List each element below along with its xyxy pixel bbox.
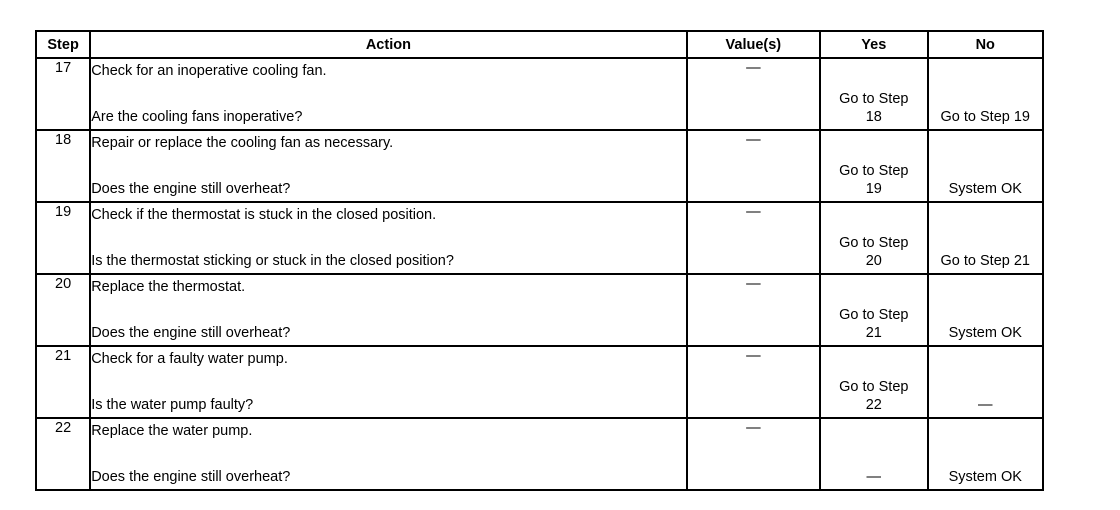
no-cell bbox=[928, 418, 1044, 490]
value-cell: — bbox=[687, 346, 821, 418]
yes-line-2: 22 bbox=[865, 397, 882, 413]
no-text: Go to Step 21 bbox=[940, 253, 1030, 269]
value-cell: — bbox=[687, 202, 821, 274]
action-question-text: Does the engine still overheat? bbox=[91, 469, 291, 485]
action-cell bbox=[90, 202, 686, 274]
action-check-text: Replace the water pump. bbox=[91, 423, 253, 439]
yes-line-1: Go to Step bbox=[839, 163, 909, 179]
action-cell bbox=[90, 58, 686, 130]
header-yes: Yes bbox=[820, 31, 927, 58]
action-cell bbox=[90, 130, 686, 202]
table-row bbox=[36, 58, 1043, 130]
value-cell: — bbox=[687, 130, 821, 202]
step-number: 22 bbox=[36, 418, 90, 490]
action-question-text: Is the thermostat sticking or stuck in the closed position? bbox=[91, 253, 454, 269]
header-value: Value(s) bbox=[687, 31, 821, 58]
step-number: 21 bbox=[36, 346, 90, 418]
action-check-text: Check for a faulty water pump. bbox=[91, 351, 288, 367]
yes-line-1: Go to Step bbox=[839, 235, 909, 251]
table-row bbox=[36, 274, 1043, 346]
yes-line-2: 20 bbox=[865, 253, 882, 269]
no-text: Go to Step 19 bbox=[940, 109, 1030, 125]
action-check-text: Check if the thermostat is stuck in the closed position. bbox=[91, 207, 437, 223]
yes-cell bbox=[820, 58, 927, 130]
value-cell: — bbox=[687, 418, 821, 490]
step-number: 18 bbox=[36, 130, 90, 202]
yes-line-2: 19 bbox=[865, 181, 882, 197]
value-cell: — bbox=[687, 58, 821, 130]
no-text: — bbox=[978, 397, 993, 413]
yes-cell bbox=[820, 274, 927, 346]
action-check-text: Repair or replace the cooling fan as necessary. bbox=[91, 135, 394, 151]
table-header-row bbox=[36, 31, 1043, 58]
diagnostic-steps-table bbox=[35, 30, 1044, 491]
no-cell bbox=[928, 346, 1044, 418]
yes-line-2: 21 bbox=[865, 325, 882, 341]
action-cell bbox=[90, 274, 686, 346]
no-cell bbox=[928, 58, 1044, 130]
no-cell bbox=[928, 130, 1044, 202]
step-number: 17 bbox=[36, 58, 90, 130]
yes-cell bbox=[820, 130, 927, 202]
action-check-text: Replace the thermostat. bbox=[91, 279, 246, 295]
value-cell: — bbox=[687, 274, 821, 346]
table-row bbox=[36, 418, 1043, 490]
yes-line-1: Go to Step bbox=[839, 91, 909, 107]
action-check-text: Check for an inoperative cooling fan. bbox=[91, 63, 327, 79]
yes-line-2: 18 bbox=[865, 109, 882, 125]
no-text: System OK bbox=[948, 469, 1022, 485]
action-question-text: Is the water pump faulty? bbox=[91, 397, 254, 413]
action-question-text: Are the cooling fans inoperative? bbox=[91, 109, 303, 125]
action-question-text: Does the engine still overheat? bbox=[91, 181, 291, 197]
step-number: 20 bbox=[36, 274, 90, 346]
yes-line-1: Go to Step bbox=[839, 379, 909, 395]
table-row bbox=[36, 202, 1043, 274]
header-action: Action bbox=[90, 31, 686, 58]
table-row bbox=[36, 130, 1043, 202]
header-no: No bbox=[928, 31, 1044, 58]
yes-line-2: — bbox=[866, 469, 882, 485]
table-row bbox=[36, 346, 1043, 418]
action-question-text: Does the engine still overheat? bbox=[91, 325, 291, 341]
yes-cell bbox=[820, 202, 927, 274]
no-text: System OK bbox=[948, 181, 1022, 197]
no-text: System OK bbox=[948, 325, 1022, 341]
no-cell bbox=[928, 202, 1044, 274]
yes-cell bbox=[820, 418, 927, 490]
action-cell bbox=[90, 418, 686, 490]
no-cell bbox=[928, 274, 1044, 346]
yes-cell bbox=[820, 346, 927, 418]
header-step: Step bbox=[36, 31, 90, 58]
step-number: 19 bbox=[36, 202, 90, 274]
action-cell bbox=[90, 346, 686, 418]
yes-line-1: Go to Step bbox=[839, 307, 909, 323]
